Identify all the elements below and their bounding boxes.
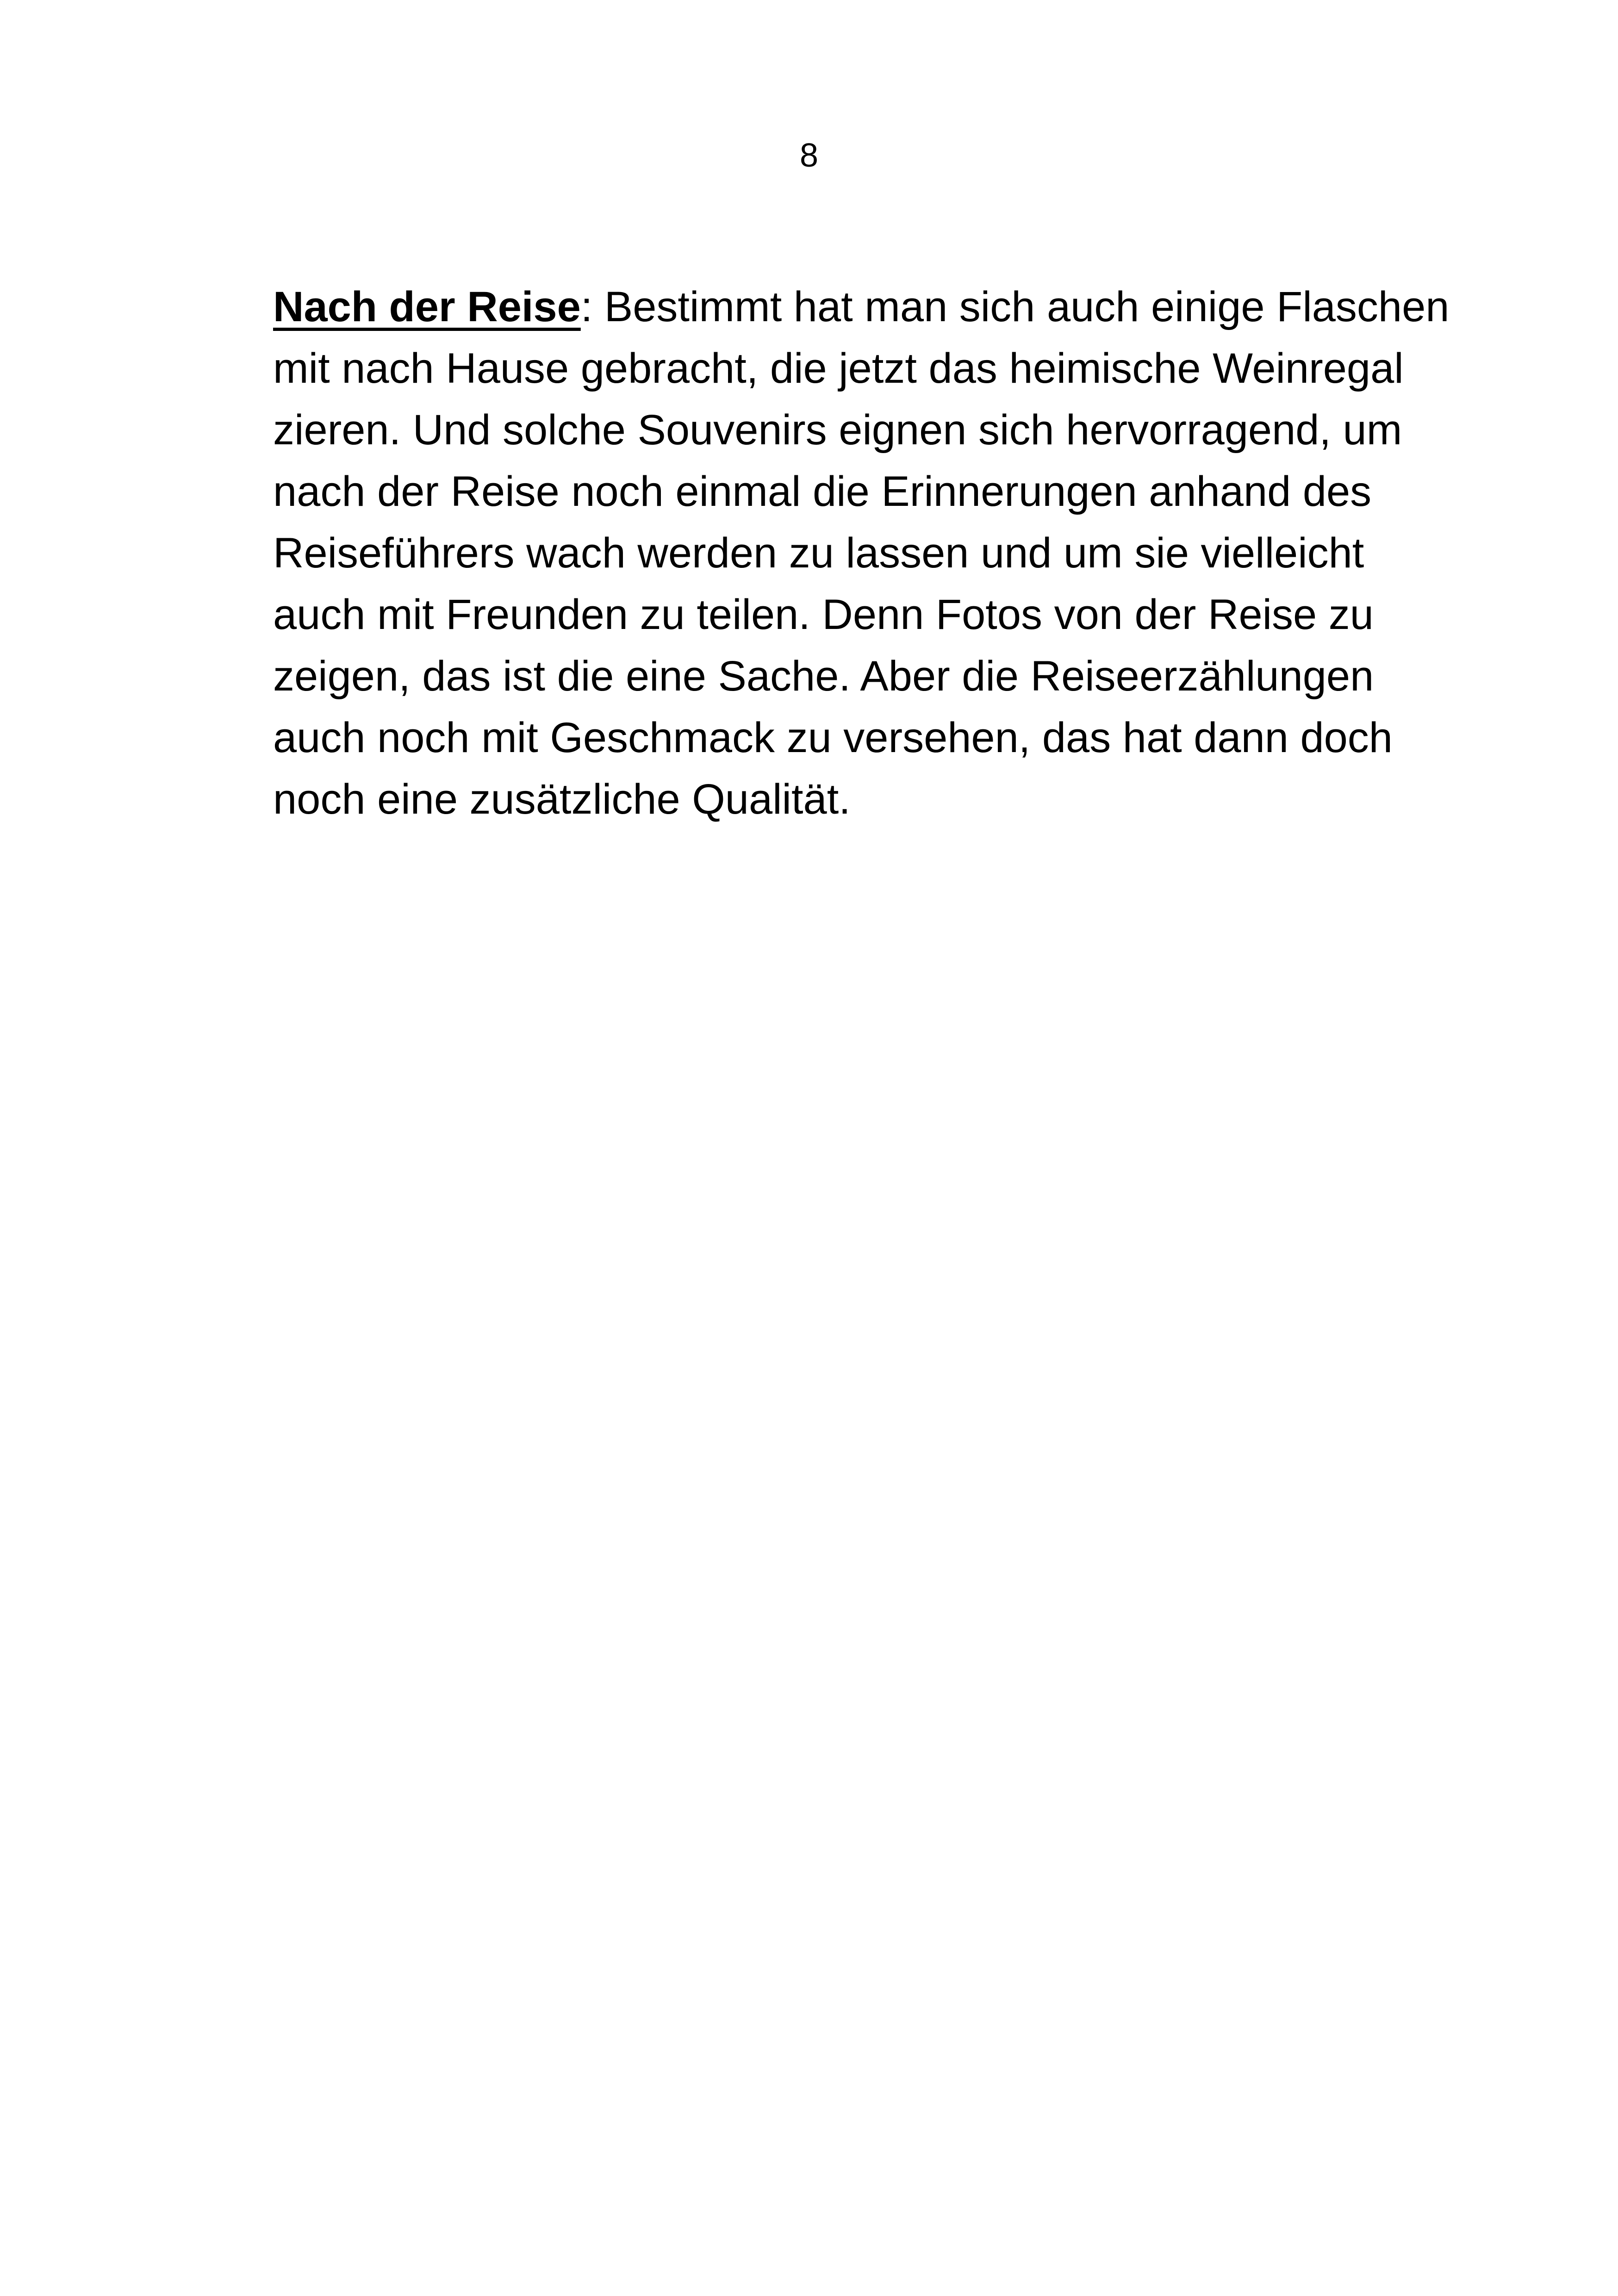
paragraph-line [273, 276, 1450, 338]
paragraph-line-text: : Bestimmt hat man sich auch einige Flaschen [580, 283, 1450, 330]
paragraph-line: noch eine zusätzliche Qualität. [273, 776, 851, 823]
paragraph-line: nach der Reise noch einmal die Erinnerungen anhand des [273, 468, 1372, 515]
page-number: 8 [799, 137, 819, 174]
paragraph-line: zieren. Und solche Souvenirs eignen sich hervorragend, um [273, 406, 1402, 454]
body-paragraph [273, 276, 1450, 830]
section-heading: Nach der Reise [273, 283, 581, 330]
paragraph-line: mit nach Hause gebracht, die jetzt das heimische Weinregal [273, 345, 1404, 392]
paragraph-line: Reiseführers wach werden zu lassen und um sie vielleicht [273, 529, 1364, 577]
paragraph-line: auch noch mit Geschmack zu versehen, das hat dann doch [273, 714, 1393, 761]
paragraph-line: zeigen, das ist die eine Sache. Aber die Reiseerzählungen [273, 653, 1374, 700]
paragraph-line: auch mit Freunden zu teilen. Denn Fotos von der Reise zu [273, 591, 1374, 638]
